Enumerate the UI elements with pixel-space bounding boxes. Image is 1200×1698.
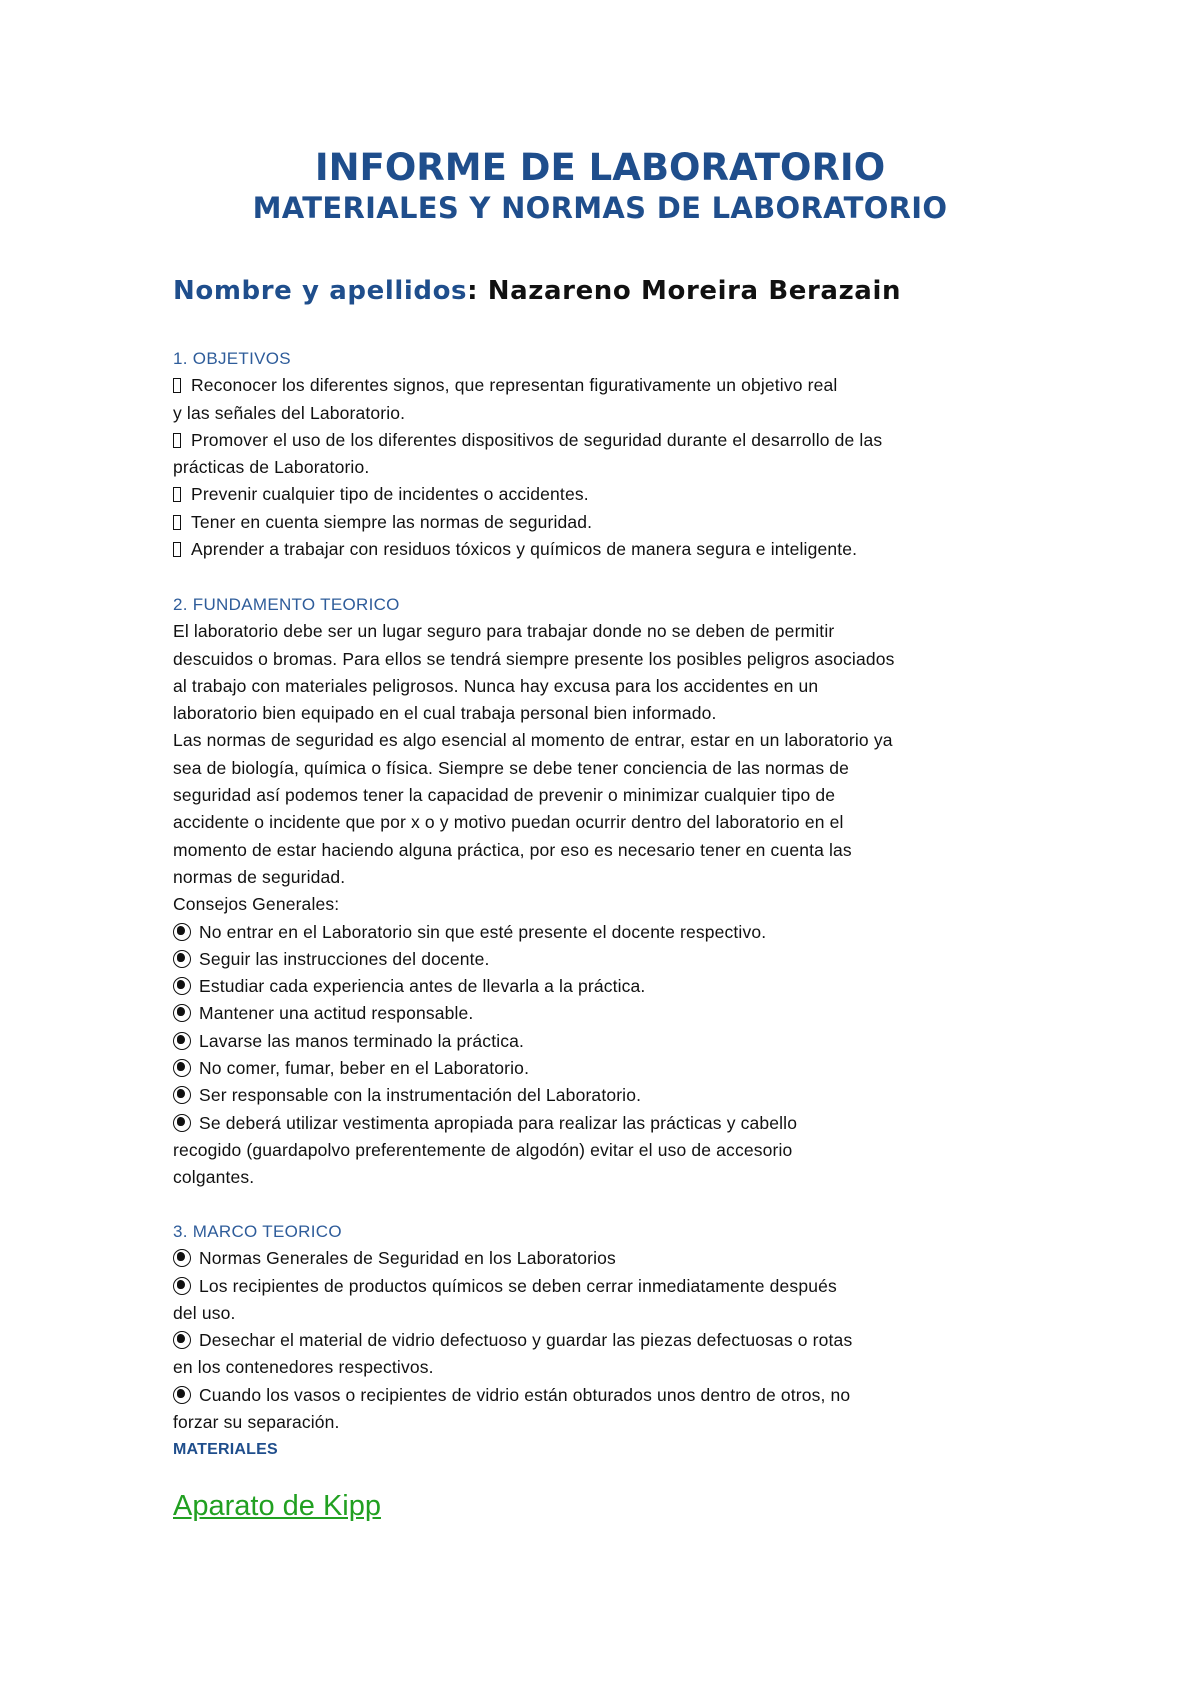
text-line [173, 919, 1033, 946]
text-line [173, 864, 1033, 891]
objetivos-list [173, 372, 1033, 563]
line-text: Cuando los vasos o recipientes de vidrio están obturados unos dentro de otros, no [199, 1384, 851, 1405]
materiales-heading: MATERIALES [173, 1441, 278, 1459]
text-line [173, 646, 1033, 673]
text-line [173, 782, 1033, 809]
text-line [173, 1110, 1033, 1137]
text-line [173, 1300, 1033, 1327]
text-line [173, 427, 1033, 454]
globe-icon [173, 1386, 191, 1404]
line-text: Seguir las instrucciones del docente. [199, 948, 490, 969]
globe-icon [173, 1086, 191, 1104]
globe-icon [173, 1032, 191, 1050]
line-text: prácticas de Laboratorio. [173, 457, 370, 478]
text-line [173, 837, 1033, 864]
globe-icon [173, 923, 191, 941]
line-text: en los contenedores respectivos. [173, 1357, 434, 1378]
section-fundamento [173, 591, 1033, 1192]
line-text: Aprender a trabajar con residuos tóxicos y químicos de manera segura e inteligente. [191, 539, 858, 560]
text-line [173, 1164, 1033, 1191]
square-icon [173, 433, 181, 448]
line-text: colgantes. [173, 1167, 255, 1188]
line-text: sea de biología, química o física. Siempre se debe tener conciencia de las normas de [173, 757, 850, 778]
text-line [173, 1028, 1033, 1055]
text-line [173, 454, 1033, 481]
student-name-separator: : [467, 276, 488, 306]
text-line [173, 891, 1033, 918]
section-heading-fundamento: 2. FUNDAMENTO TEORICO [173, 595, 400, 614]
line-text: Las normas de seguridad es algo esencial al momento de entrar, estar en un laboratorio ya [173, 730, 893, 751]
globe-icon [173, 1277, 191, 1295]
document-title: INFORME DE LABORATORIO [314, 146, 886, 189]
text-line [173, 372, 1033, 399]
line-text: No comer, fumar, beber en el Laboratorio. [199, 1058, 530, 1079]
text-line [173, 1245, 1033, 1272]
line-text: Promover el uso de los diferentes dispositivos de seguridad durante el desarrollo de las [191, 429, 883, 450]
text-line [173, 946, 1033, 973]
text-line [173, 1000, 1033, 1027]
globe-icon [173, 1249, 191, 1267]
text-line [173, 1327, 1033, 1354]
line-text: El laboratorio debe ser un lugar seguro para trabajar donde no se deben de permitir [173, 621, 835, 642]
square-icon [173, 542, 181, 557]
globe-icon [173, 977, 191, 995]
line-text: Los recipientes de productos químicos se deben cerrar inmediatamente después [199, 1275, 837, 1296]
text-line [173, 1082, 1033, 1109]
text-line [173, 673, 1033, 700]
globe-icon [173, 1114, 191, 1132]
line-text: Lavarse las manos terminado la práctica. [199, 1030, 525, 1051]
globe-icon [173, 950, 191, 968]
section-marco [173, 1218, 1033, 1464]
line-text: Mantener una actitud responsable. [199, 1003, 474, 1024]
line-text: laboratorio bien equipado en el cual trabaja personal bien informado. [173, 703, 717, 724]
line-text: recogido (guardapolvo preferentemente de algodón) evitar el uso de accesorio [173, 1139, 793, 1160]
section-heading-objetivos: 1. OBJETIVOS [173, 349, 291, 368]
fundamento-text [173, 618, 1033, 1191]
globe-icon [173, 1331, 191, 1349]
document-subtitle: MATERIALES Y NORMAS DE LABORATORIO [252, 191, 948, 225]
section-heading-marco: 3. MARCO TEORICO [173, 1222, 342, 1241]
student-name-value: Nazareno Moreira Berazain [487, 276, 902, 306]
aparato-de-kipp-link[interactable]: Aparato de Kipp [173, 1490, 381, 1522]
line-text: forzar su separación. [173, 1412, 340, 1433]
square-icon [173, 487, 181, 502]
section-objetivos [173, 345, 1033, 563]
text-line [173, 755, 1033, 782]
line-text: descuidos o bromas. Para ellos se tendrá siempre presente los posibles peligros asociados [173, 648, 895, 669]
text-line [173, 1137, 1033, 1164]
line-text: Consejos Generales: [173, 894, 340, 915]
text-line [173, 509, 1033, 536]
text-line [173, 973, 1033, 1000]
text-line [173, 536, 1033, 563]
line-text: seguridad así podemos tener la capacidad de prevenir o minimizar cualquier tipo de [173, 785, 836, 806]
line-text: del uso. [173, 1302, 236, 1323]
student-name-line [173, 274, 901, 308]
marco-list [173, 1245, 1033, 1436]
text-line [173, 700, 1033, 727]
text-line [173, 400, 1033, 427]
text-line [173, 1382, 1033, 1409]
text-line [173, 809, 1033, 836]
text-line [173, 1409, 1033, 1436]
line-text: Desechar el material de vidrio defectuoso y guardar las piezas defectuosas o rotas [199, 1330, 853, 1351]
square-icon [173, 378, 181, 393]
text-line [173, 1354, 1033, 1381]
student-name-label: Nombre y apellidos [173, 276, 468, 306]
line-text: No entrar en el Laboratorio sin que esté presente el docente respectivo. [199, 921, 767, 942]
line-text: accidente o incidente que por x o y motivo puedan ocurrir dentro del laboratorio en el [173, 812, 844, 833]
line-text: Normas Generales de Seguridad en los Laboratorios [199, 1248, 616, 1269]
line-text: normas de seguridad. [173, 866, 346, 887]
line-text: Tener en cuenta siempre las normas de seguridad. [191, 511, 593, 532]
line-text: Estudiar cada experiencia antes de llevarla a la práctica. [199, 976, 646, 997]
line-text: y las señales del Laboratorio. [173, 402, 406, 423]
line-text: Prevenir cualquier tipo de incidentes o accidentes. [191, 484, 589, 505]
text-line [173, 1055, 1033, 1082]
line-text: momento de estar haciendo alguna práctica, por eso es necesario tener en cuenta las [173, 839, 852, 860]
text-line [173, 727, 1033, 754]
text-line [173, 1273, 1033, 1300]
globe-icon [173, 1059, 191, 1077]
text-line [173, 481, 1033, 508]
line-text: al trabajo con materiales peligrosos. Nunca hay excusa para los accidentes en un [173, 675, 819, 696]
line-text: Reconocer los diferentes signos, que representan figurativamente un objetivo real [191, 375, 838, 396]
square-icon [173, 515, 181, 530]
text-line [173, 618, 1033, 645]
line-text: Se deberá utilizar vestimenta apropiada para realizar las prácticas y cabello [199, 1112, 798, 1133]
globe-icon [173, 1004, 191, 1022]
line-text: Ser responsable con la instrumentación del Laboratorio. [199, 1085, 642, 1106]
